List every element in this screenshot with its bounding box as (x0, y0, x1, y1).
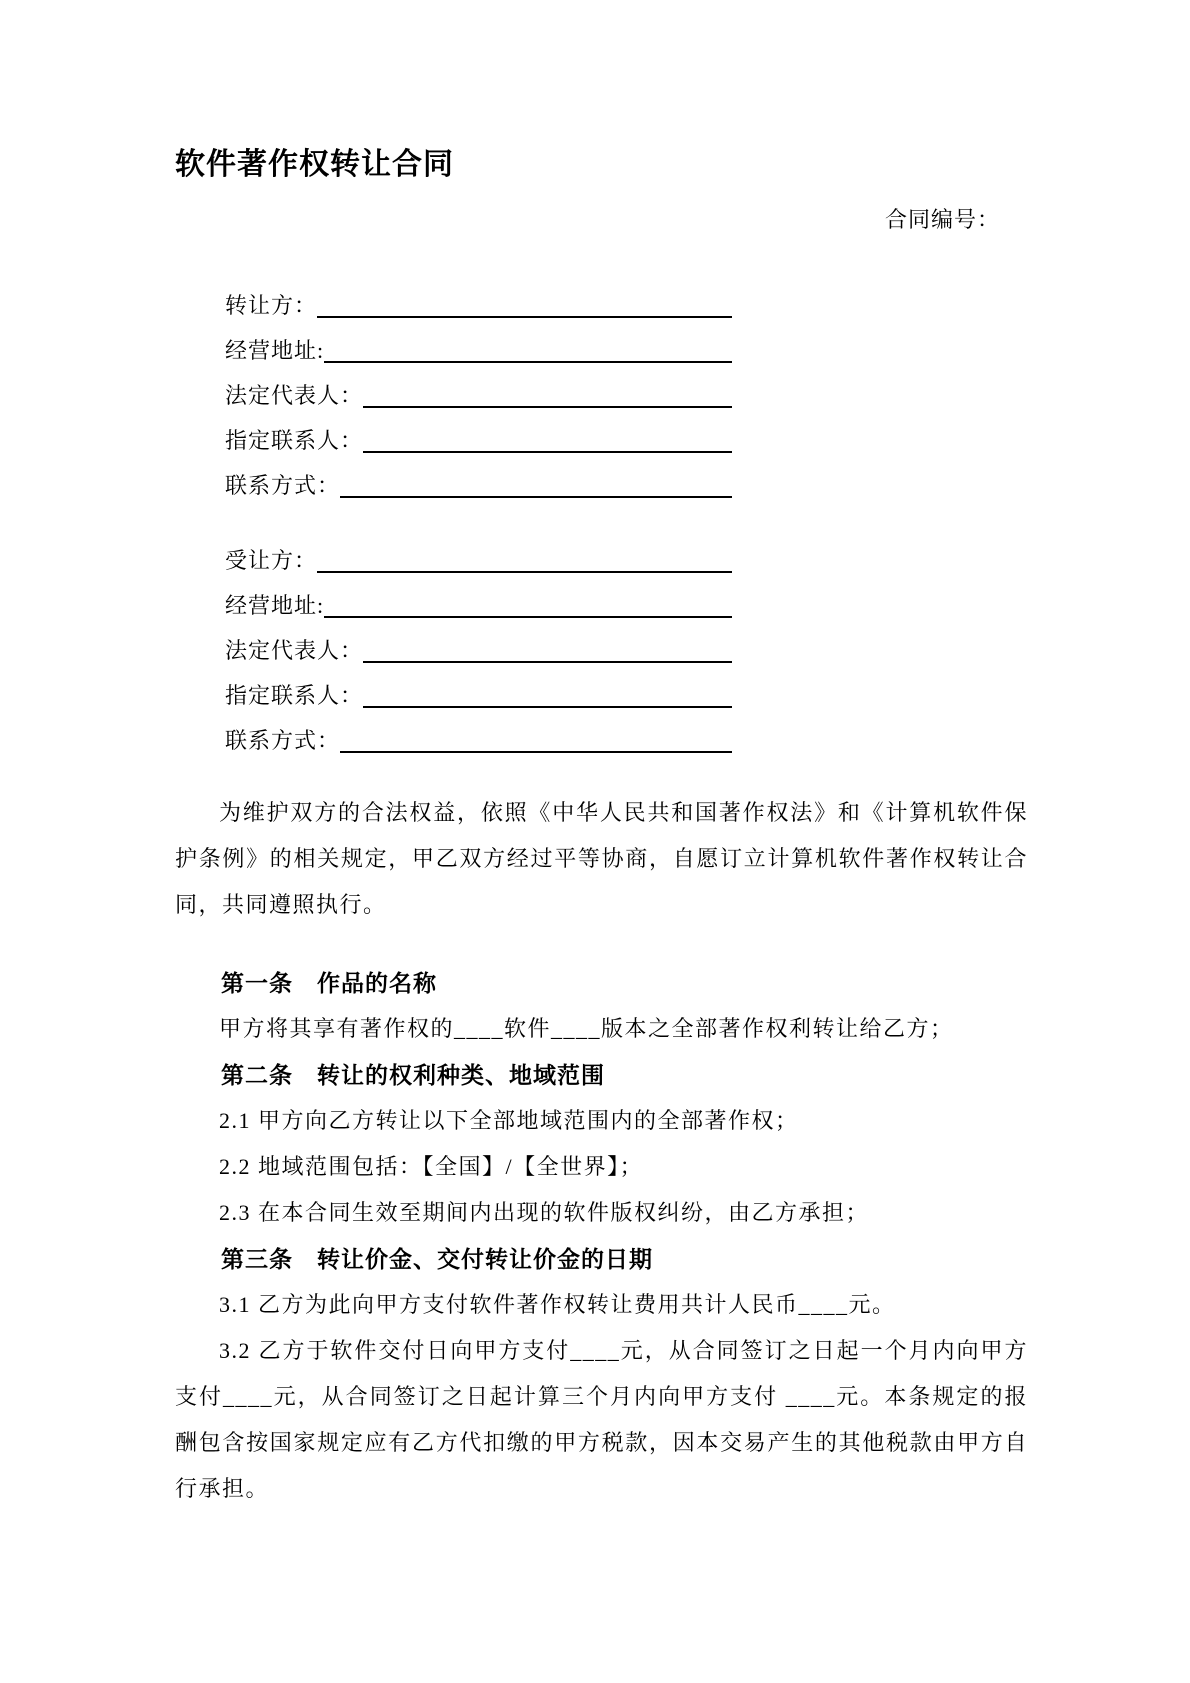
transferee-legal-rep-label: 法定代表人： (225, 638, 364, 663)
transferee-contact-person-label: 指定联系人： (225, 683, 364, 708)
document-title: 软件著作权转让合同 (175, 148, 454, 181)
section-1-clause-1: 甲方将其享有著作权的____软件____版本之全部著作权利转让给乙方； (219, 1016, 954, 1041)
transferee-info-section (225, 535, 732, 760)
transferee-address-blank-line (324, 616, 732, 618)
transferor-address-blank-line (324, 361, 732, 363)
transferor-name-blank-line (317, 316, 732, 318)
transferee-name-row (225, 535, 732, 580)
contract-number-label: 合同编号： (884, 207, 1000, 232)
transferee-address-label: 经营地址: (225, 593, 325, 618)
transferee-contact-person-blank-line (363, 706, 732, 708)
preamble-paragraph: 为维护双方的合法权益，依照《中华人民共和国著作权法》和《计算机软件保护条例》的相关规定，甲乙双方经过平等协商，自愿订立计算机软件著作权转让合同，共同遵照执行。 (175, 800, 1028, 917)
transferee-name-blank-line (317, 571, 732, 573)
transferor-legal-rep-row (225, 370, 732, 415)
transferee-legal-rep-blank-line (363, 661, 732, 663)
transferor-info-section (225, 280, 732, 505)
transferor-name-label: 转让方： (225, 293, 318, 318)
transferor-address-label: 经营地址: (225, 338, 325, 363)
transferee-address-row (225, 580, 732, 625)
section-3-clause-3-1: 3.1 乙方为此向甲方支付软件著作权转让费用共计人民币____元。 (219, 1292, 896, 1317)
transferor-contact-method-label: 联系方式： (225, 473, 341, 498)
transferee-contact-method-row (225, 715, 732, 760)
transferor-contact-person-label: 指定联系人： (225, 428, 364, 453)
transferor-legal-rep-blank-line (363, 406, 732, 408)
transferee-contact-method-label: 联系方式： (225, 728, 341, 753)
transferor-address-row (225, 325, 732, 370)
transferee-contact-person-row (225, 670, 732, 715)
transferee-name-label: 受让方： (225, 548, 318, 573)
transferor-name-row (225, 280, 732, 325)
section-2-clause-2-3: 2.3 在本合同生效至期间内出现的软件版权纠纷，由乙方承担； (219, 1200, 870, 1225)
transferee-legal-rep-row (225, 625, 732, 670)
section-2-clause-2-1: 2.1 甲方向乙方转让以下全部地域范围内的全部著作权； (219, 1108, 799, 1133)
transferee-contact-method-blank-line (340, 751, 732, 753)
contract-number-row (175, 206, 1028, 234)
transferor-contact-method-row (225, 460, 732, 505)
section-1-heading: 第一条 作品的名称 (221, 970, 437, 996)
transferor-contact-person-row (225, 415, 732, 460)
section-3-clause-3-2: 3.2 乙方于软件交付日向甲方支付____元，从合同签订之日起一个月内向甲方支付____元，从合同签订之日起计算三个月内向甲方支付 ____元。本条规定的报酬包含按国家规定应有乙方代扣缴的甲方税款，因本交易产生的其他税款由甲方自行承担。 (175, 1338, 1028, 1501)
section-2-heading: 第二条 转让的权利种类、地域范围 (221, 1062, 605, 1088)
transferor-legal-rep-label: 法定代表人： (225, 383, 364, 408)
section-2-clause-2-2: 2.2 地域范围包括：【全国】/【全世界】； (219, 1154, 644, 1179)
transferor-contact-person-blank-line (363, 451, 732, 453)
transferor-contact-method-blank-line (340, 496, 732, 498)
section-3-heading: 第三条 转让价金、交付转让价金的日期 (221, 1246, 653, 1272)
